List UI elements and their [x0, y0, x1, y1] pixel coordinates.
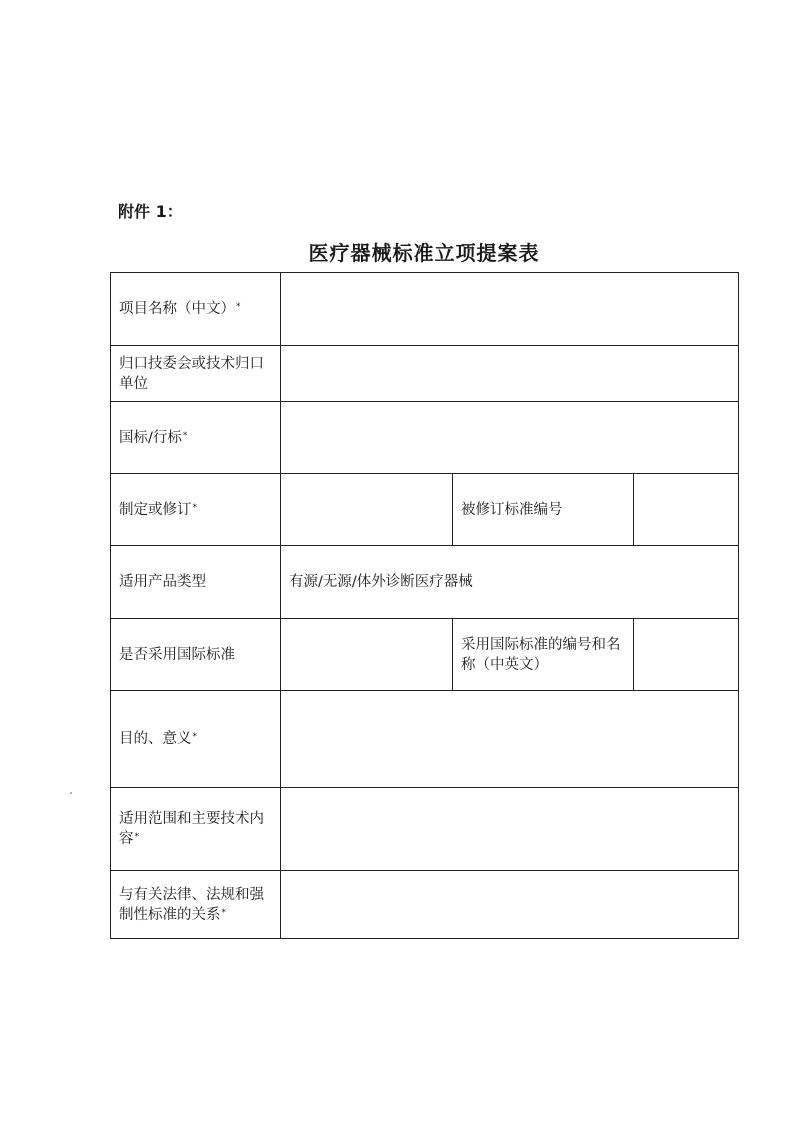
purpose-label: 目的、意义* — [111, 691, 281, 788]
committee-field[interactable] — [281, 346, 739, 402]
standard-type-field[interactable] — [281, 402, 739, 474]
relation-label: 与有关法律、法规和强制性标准的关系* — [111, 871, 281, 939]
product-type-label: 适用产品类型 — [111, 546, 281, 619]
standard-type-label: 国标/行标* — [111, 402, 281, 474]
committee-label: 归口技委会或技术归口单位 — [111, 346, 281, 402]
row-relation — [111, 871, 739, 939]
scope-label: 适用范围和主要技术内容* — [111, 788, 281, 871]
scan-speck — [70, 792, 72, 794]
row-scope — [111, 788, 739, 871]
row-product-type — [111, 546, 739, 619]
row-committee — [111, 346, 739, 402]
formulate-or-revise-field[interactable] — [281, 474, 453, 546]
proposal-form — [110, 272, 738, 939]
project-name-label: 项目名称（中文）* — [111, 273, 281, 346]
revised-standard-number-label: 被修订标准编号 — [453, 474, 634, 546]
product-type-field[interactable]: 有源/无源/体外诊断医疗器械 — [281, 546, 739, 619]
attachment-label: 附件 1： — [118, 202, 183, 221]
row-formulate-or-revise — [111, 474, 739, 546]
revised-standard-number-field[interactable] — [634, 474, 739, 546]
international-standard-id-label: 采用国际标准的编号和名称（中英文） — [453, 619, 634, 691]
international-standard-id-field[interactable] — [634, 619, 739, 691]
formulate-or-revise-label: 制定或修订* — [111, 474, 281, 546]
row-standard-type — [111, 402, 739, 474]
row-adopt-international — [111, 619, 739, 691]
proposal-table — [110, 272, 739, 939]
form-title: 医疗器械标准立项提案表 — [308, 241, 540, 265]
purpose-field[interactable] — [281, 691, 739, 788]
row-purpose — [111, 691, 739, 788]
adopt-international-field[interactable] — [281, 619, 453, 691]
project-name-field[interactable] — [281, 273, 739, 346]
scope-field[interactable] — [281, 788, 739, 871]
relation-field[interactable] — [281, 871, 739, 939]
adopt-international-label: 是否采用国际标准 — [111, 619, 281, 691]
row-project-name — [111, 273, 739, 346]
